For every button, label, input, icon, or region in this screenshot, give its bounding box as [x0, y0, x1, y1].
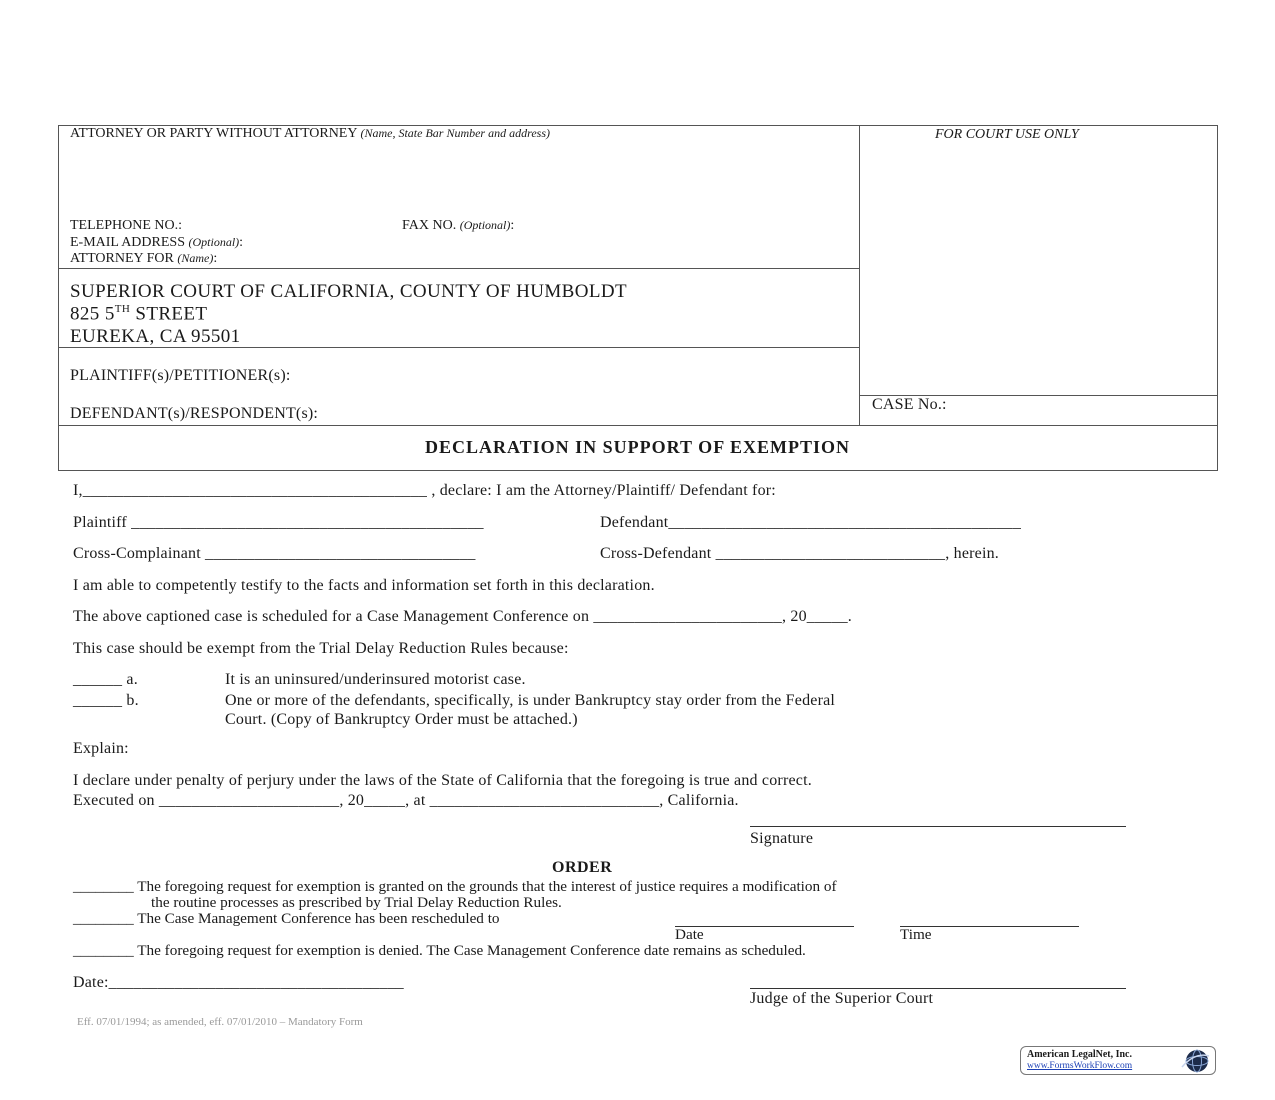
scheduled-line: The above captioned case is scheduled for a Case Management Conference on _______________________, 20_____.	[73, 608, 852, 625]
order-title: ORDER	[552, 859, 613, 876]
publisher-name: American LegalNet, Inc.	[1027, 1049, 1132, 1060]
time-caption: Time	[900, 926, 932, 943]
attorney-for-label: ATTORNEY FOR (Name):	[70, 251, 218, 266]
option-a-blank: ______ a.	[73, 671, 138, 688]
exempt-line: This case should be exempt from the Trial Delay Reduction Rules because:	[73, 640, 569, 657]
plaintiff-label: PLAINTIFF(s)/PETITIONER(s):	[70, 367, 291, 384]
denied-line: ________ The foregoing request for exemption is denied. The Case Management Conference date remains as scheduled.	[73, 942, 806, 959]
judge-signature-line	[750, 988, 1126, 989]
signature-line	[750, 826, 1126, 827]
telephone-label: TELEPHONE NO.:	[70, 218, 182, 233]
effective-note: Eff. 07/01/1994; as amended, eff. 07/01/2010 – Mandatory Form	[77, 1016, 363, 1028]
court-name: SUPERIOR COURT OF CALIFORNIA, COUNTY OF HUMBOLDT	[70, 281, 627, 302]
plaintiff-line: Plaintiff ___________________________________________	[73, 514, 484, 531]
cross-complainant-line: Cross-Complainant _________________________________	[73, 545, 476, 562]
order-date-line: Date:____________________________________	[73, 974, 404, 991]
defendant-line: Defendant___________________________________________	[600, 514, 1022, 531]
globe-icon	[1179, 1048, 1211, 1074]
option-b-blank: ______ b.	[73, 692, 139, 709]
fax-label: FAX NO. (Optional):	[402, 218, 515, 233]
caption-divider-attorney	[58, 268, 859, 269]
granted-line-2: the routine processes as prescribed by Trial Delay Reduction Rules.	[151, 894, 562, 911]
attorney-label: ATTORNEY OR PARTY WITHOUT ATTORNEY (Name, State Bar Number and address)	[70, 126, 550, 141]
court-street: 825 5TH STREET	[70, 303, 208, 325]
court-city: EUREKA, CA 95501	[70, 326, 241, 347]
declare-line: I,__________________________________________ , declare: I am the Attorney/Plaintiff/ Defendant for:	[73, 482, 776, 499]
cross-defendant-line: Cross-Defendant ____________________________, herein.	[600, 545, 999, 562]
signature-label: Signature	[750, 830, 814, 847]
rescheduled-line: ________ The Case Management Conference has been rescheduled to	[73, 910, 500, 927]
caption-divider-vertical	[859, 125, 860, 425]
court-use-label: FOR COURT USE ONLY	[935, 127, 1079, 142]
defendant-label: DEFENDANT(s)/RESPONDENT(s):	[70, 405, 319, 422]
granted-line-1: ________ The foregoing request for exemption is granted on the grounds that the interest of justice requires a modification of	[73, 878, 837, 895]
date-caption: Date	[675, 926, 704, 943]
publisher-url[interactable]: www.FormsWorkFlow.com	[1027, 1061, 1133, 1071]
explain-label: Explain:	[73, 740, 129, 757]
testify-line: I am able to competently testify to the facts and information set forth in this declaration.	[73, 577, 655, 594]
email-label: E-MAIL ADDRESS (Optional):	[70, 235, 244, 250]
executed-line: Executed on ______________________, 20_____, at ____________________________, California.	[73, 792, 739, 809]
form-title: DECLARATION IN SUPPORT OF EXEMPTION	[424, 437, 851, 457]
option-a-text: It is an uninsured/underinsured motorist case.	[225, 671, 526, 688]
option-b-text-1: One or more of the defendants, specifically, is under Bankruptcy stay order from the Federal	[225, 692, 836, 709]
option-b-text-2: Court. (Copy of Bankruptcy Order must be attached.)	[225, 711, 578, 728]
caption-divider-title	[58, 425, 1218, 426]
case-no-label: CASE No.:	[872, 396, 947, 413]
publisher-logo[interactable]	[1020, 1046, 1216, 1075]
penalty-line: I declare under penalty of perjury under the laws of the State of California that the foregoing is true and correct.	[73, 772, 812, 789]
judge-label: Judge of the Superior Court	[750, 990, 934, 1007]
